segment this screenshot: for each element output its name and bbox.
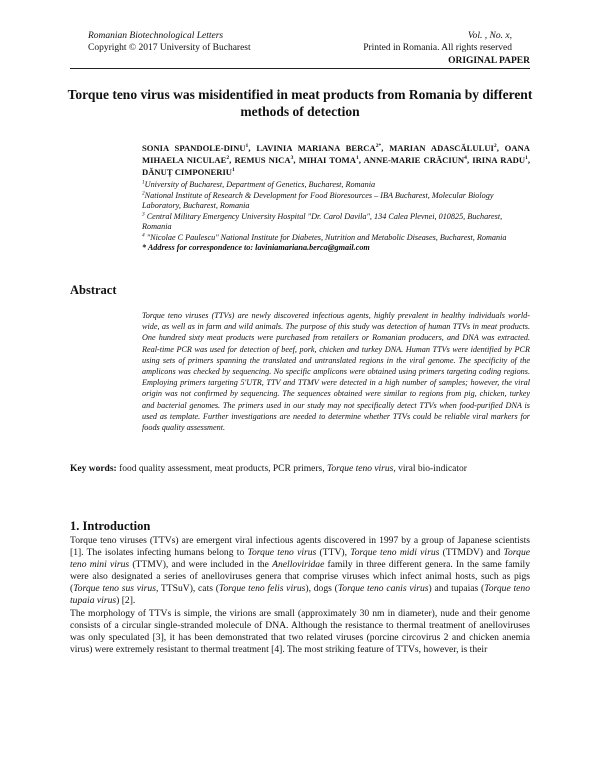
paper-title: Torque teno virus was misidentified in meat products from Romania by different methods of detection: [67, 87, 533, 119]
text-segment: ), dogs (: [305, 583, 338, 595]
correspondence: * Address for correspondence to: laviniamariana.berca@gmail.com: [142, 243, 370, 252]
affiliation: [142, 191, 530, 212]
volume-info: Vol. , No. x,: [467, 31, 512, 41]
author-name: SONIA SPANDOLE-DINU: [142, 143, 246, 153]
author-name: ANNE-MARIE CRĂCIUN: [363, 155, 465, 165]
species-name: Torque teno midi virus: [350, 547, 440, 559]
species-name: Torque teno felis virus: [218, 583, 306, 595]
author-name: MARIAN ADASCĂLULUI: [389, 143, 494, 153]
affiliation-text: Central Military Emergency University Hospital "Dr. Carol Davila", 134 Calea Plevnei, 010825, Bucharest, Romania: [142, 211, 503, 231]
text-segment: family in three different genera. In the same family were also designated a series of anelloviruses genera that comprise viruses which infect animal hosts, such as pigs (: [70, 559, 531, 595]
introduction-heading: 1. Introduction: [70, 519, 151, 533]
author-affiliation-mark: 1: [355, 155, 359, 162]
affiliation-mark: 3: [142, 210, 145, 217]
author-affiliation-mark: 1: [525, 155, 528, 162]
affiliation: [142, 233, 530, 244]
text-segment: Torque teno viruses (TTVs) are emergent viral infectious agents discovered in 1997 by a group of Japanese scientists [1]. The isolates infecting humans belong to: [70, 535, 530, 559]
author-affiliation-mark: 2: [493, 143, 497, 150]
abstract-heading: Abstract: [70, 283, 117, 297]
author-affiliation-mark: 2*: [375, 143, 382, 150]
journal-name: Romanian Biotechnological Letters: [88, 31, 224, 41]
text-segment: , TTSuV), cats (: [155, 583, 219, 595]
author-name: MIHAI TOMA: [298, 155, 356, 165]
keywords-italic: Torque teno virus: [327, 464, 394, 474]
author-affiliation-mark: 1: [245, 143, 249, 150]
text-segment: ) [2].: [116, 595, 136, 607]
keywords-label: Key words:: [70, 464, 117, 474]
affiliations: [142, 180, 530, 254]
text-segment: (TTV),: [316, 547, 351, 559]
affiliation-mark: 1: [142, 179, 145, 186]
affiliation-mark: 4: [142, 231, 145, 238]
affiliation-text: "Nicolae C Paulescu" National Institute for Diabetes, Nutrition and Metabolic Diseases, Bucharest, Romania: [144, 232, 507, 242]
affiliation: [142, 212, 530, 233]
keywords-plain: food quality assessment, meat products, PCR primers,: [119, 464, 325, 474]
affiliation-mark: 2: [142, 189, 145, 196]
species-name: Anelloviridae: [272, 559, 325, 571]
keywords-end: , viral bio-indicator: [393, 464, 467, 474]
introduction-body: [70, 535, 530, 656]
species-name: Torque teno virus: [247, 547, 317, 559]
text-segment: (TTMDV) and: [439, 547, 504, 559]
author-affiliation-mark: 3: [290, 155, 294, 162]
text-segment: (TTMV), and were included in the: [129, 559, 273, 571]
paper-type: ORIGINAL PAPER: [448, 56, 530, 66]
author-affiliation-mark: 4: [464, 155, 467, 162]
author-name: OANA MIHAELA NICULAE: [142, 143, 530, 165]
introduction-paragraph-1: [70, 535, 530, 608]
author-affiliation-mark: 1: [232, 167, 235, 174]
copyright: Copyright © 2017 University of Bucharest: [88, 43, 251, 53]
affiliation-text: University of Bucharest, Department of Genetics, Bucharest, Romania: [144, 180, 376, 189]
author-name: IRINA RADU: [472, 155, 526, 165]
author-name: DĂNUȚ CIMPONERIU: [142, 167, 232, 177]
affiliation: [142, 180, 530, 191]
species-name: Torque teno canis virus: [337, 583, 429, 595]
header-rule: [70, 68, 530, 69]
abstract-text: Torque teno viruses (TTVs) are newly discovered infectious agents, highly prevalent in healthy individuals world-wide, as well as in farm and wild animals. The purpose of this study was detection of human TTVs in meat products. One hundred sixty meat products were purchased from retailers or Romanian producers, and DNA was extracted. Real-time PCR was used for detection of beef, pork, chicken and turkey DNA. Human TTVs were identified by PCR using sets of primers spanning the translated and untranslated regions in the viral genome. The specificity of the amplicons was checked by sequencing. No specific amplicons were obtained using primers targeting coding regions. Employing primers targeting 5'UTR, TTV and TTMV were detected in a high number of samples; however, the viral origin was not confirmed by sequencing. The sequences obtained were similar to regions from pig, chicken, turkey and bacterial genomes. The primers used in our study may not specifically detect TTVs when food-purified DNA is used as template. Further investigations are needed to determine whether TTVs could be reliable viral markers for foods quality assessment.: [142, 311, 530, 433]
species-name: Torque teno mini virus: [70, 547, 531, 571]
rights-notice: Printed in Romania. All rights reserved: [363, 43, 512, 53]
author-affiliation-mark: 2: [226, 155, 230, 162]
author-name: LAVINIA MARIANA BERCA: [256, 143, 376, 153]
affiliation-text: National Institute of Research & Development for Food Bioresources – IBA Bucharest, Molecular Biology Laboratory, Bucharest, Romania: [142, 190, 494, 210]
author-list: SONIA SPANDOLE-DINU$^1$, LAVINIA MARIANA $BERCA^{2*}$, MARIAN ADASCĂLULUI$^2$, OANA MIHAELA NICULAE$^2$, REMUS NICA$^3$, MIHAI TOMA$^1$, ANNE-MARIE CRĂCIUN$^4$, IRINA RADU$^1$, DĂNUȚ CIMPONERIU$^1$: [142, 143, 531, 177]
keywords: [70, 464, 540, 474]
introduction-paragraph-2: The morphology of TTVs is simple, the virions are small (approximately 30 nm in diameter), nude and their genome consists of a circular single-stranded molecule of DNA. Although the resistance to thermal treatment of anelloviruses was only speculated [3], it has been demonstrated that two related viruses (porcine circovirus 2 and chicken anemia virus) were extremely resistant to thermal treatment [4]. The most striking feature of TTVs, however, is their: [70, 607, 530, 655]
species-name: Torque teno tupaia virus: [70, 583, 530, 607]
species-name: Torque teno sus virus: [73, 583, 156, 595]
text-segment: ) and tupaias (: [428, 583, 485, 595]
author-name: REMUS NICA: [234, 155, 291, 165]
